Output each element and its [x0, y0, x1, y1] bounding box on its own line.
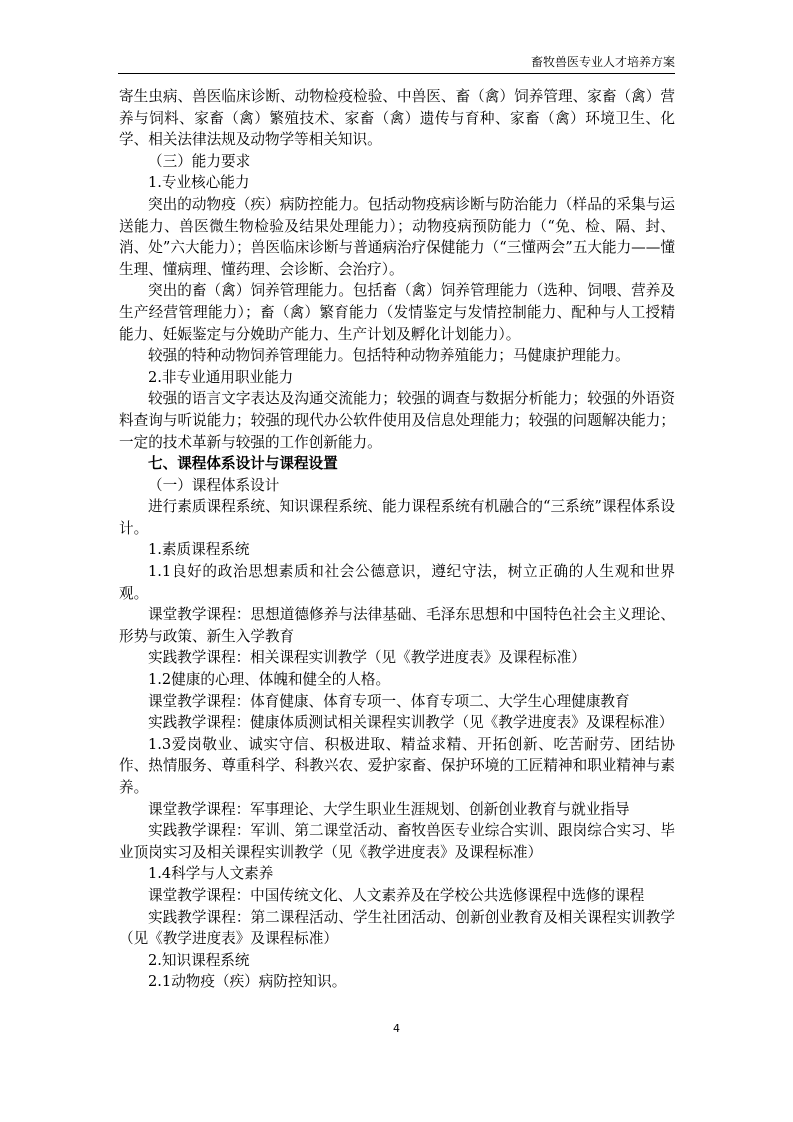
paragraph-1-1-classroom: 课堂教学课程：思想道德修养与法律基础、毛泽东思想和中国特色社会主义理论、形势与政策、新生入学教育 [119, 606, 675, 645]
paragraph-1-3: 1.3爱岗敬业、诚实守信、积极进取、精益求精、开拓创新、吃苦耐劳、团结协作、热情服务、尊重科学、科教兴农、爱护家畜、保护环境的工匠精神和职业精神与素养。 [119, 735, 675, 796]
paragraph-1-1-practice: 实践教学课程：相关课程实训教学（见《教学进度表》及课程标准） [148, 649, 586, 667]
header-title: 畜牧兽医专业人才培养方案 [530, 55, 675, 69]
paragraph-feeding-management: 突出的畜（禽）饲养管理能力。包括畜（禽）饲养管理能力（选种、饲喂、营养及生产经营管理能力）；畜（禽）繁育能力（发情鉴定与发情控制能力、配种与人工授精能力、妊娠鉴定与分娩助产能力、生产计划及孵化计划能力）。 [119, 282, 675, 343]
paragraph-special-animals: 较强的特种动物饲养管理能力。包括特种动物养殖能力；马健康护理能力。 [148, 347, 630, 365]
paragraph-1-3-practice: 实践教学课程：军训、第二课堂活动、畜牧兽医专业综合实训、跟岗综合实习、毕业顶岗实习及相关课程实训教学（见《教学进度表》及课程标准） [119, 822, 675, 861]
paragraph-2-1: 2.1动物疫（疾）病防控知识。 [148, 973, 347, 991]
page-number: 4 [393, 1022, 400, 1035]
running-header [118, 53, 675, 74]
item-heading-quality-system: 1.素质课程系统 [148, 541, 250, 559]
paragraph-1-4-classroom: 课堂教学课程：中国传统文化、人文素养及在学校公共选修课程中选修的课程 [148, 886, 645, 904]
paragraph-general-ability: 较强的语言文字表达及沟通交流能力；较强的调查与数据分析能力；较强的外语资料查询与听说能力；较强的现代办公软件使用及信息处理能力；较强的问题解决能力；一定的技术革新与较强的工作创新能力。 [119, 390, 675, 451]
paragraph-knowledge-continuation: 寄生虫病、兽医临床诊断、动物检疫检验、中兽医、畜（禽）饲养管理、家畜（禽）营养与饲料、家畜（禽）繁殖技术、家畜（禽）遗传与育种、家畜（禽）环境卫生、化学、相关法律法规及动物学等相关知识。 [119, 88, 675, 149]
paragraph-1-3-classroom: 课堂教学课程：军事理论、大学生职业生涯规划、创新创业教育与就业指导 [148, 800, 630, 818]
paragraph-1-2-practice: 实践教学课程：健康体质测试相关课程实训教学（见《教学进度表》及课程标准） [148, 714, 674, 732]
paragraph-1-4: 1.4科学与人文素养 [148, 865, 274, 883]
section-heading-curriculum: 七、课程体系设计与课程设置 [148, 455, 338, 473]
paragraph-1-4-practice: 实践教学课程：第二课程活动、学生社团活动、创新创业教育及相关课程实训教学（见《教学进度表》及课程标准） [119, 908, 675, 948]
item-heading-knowledge-system: 2.知识课程系统 [148, 951, 250, 969]
paragraph-1-1: 1.1良好的政治思想素质和社会公德意识，遵纪守法，树立正确的人生观和世界观。 [119, 563, 675, 602]
paragraph-1-2: 1.2健康的心理、体魄和健全的人格。 [148, 671, 391, 689]
item-heading-general-ability: 2.非专业通用职业能力 [148, 368, 294, 386]
document-body [119, 86, 675, 993]
item-heading-core-ability: 1.专业核心能力 [148, 174, 250, 192]
page-footer [0, 1022, 793, 1035]
subsection-heading-system-design: （一）课程体系设计 [148, 476, 280, 494]
paragraph-three-systems: 进行素质课程系统、知识课程系统、能力课程系统有机融合的“三系统”课程体系设计。 [119, 498, 675, 537]
subsection-heading-ability: （三）能力要求 [148, 152, 251, 170]
paragraph-1-2-classroom: 课堂教学课程：体育健康、体育专项一、体育专项二、大学生心理健康教育 [148, 692, 630, 710]
paragraph-disease-control: 突出的动物疫（疾）病防控能力。包括动物疫病诊断与防治能力（样品的采集与运送能力、兽医微生物检验及结果处理能力）；动物疫病预防能力（“免、检、隔、封、消、处”六大能力）；兽医临床诊断与普通病治疗保健能力（“三懂两会”五大能力——懂生理、懂病理、懂药理、会诊断、会治疗）。 [119, 195, 675, 278]
